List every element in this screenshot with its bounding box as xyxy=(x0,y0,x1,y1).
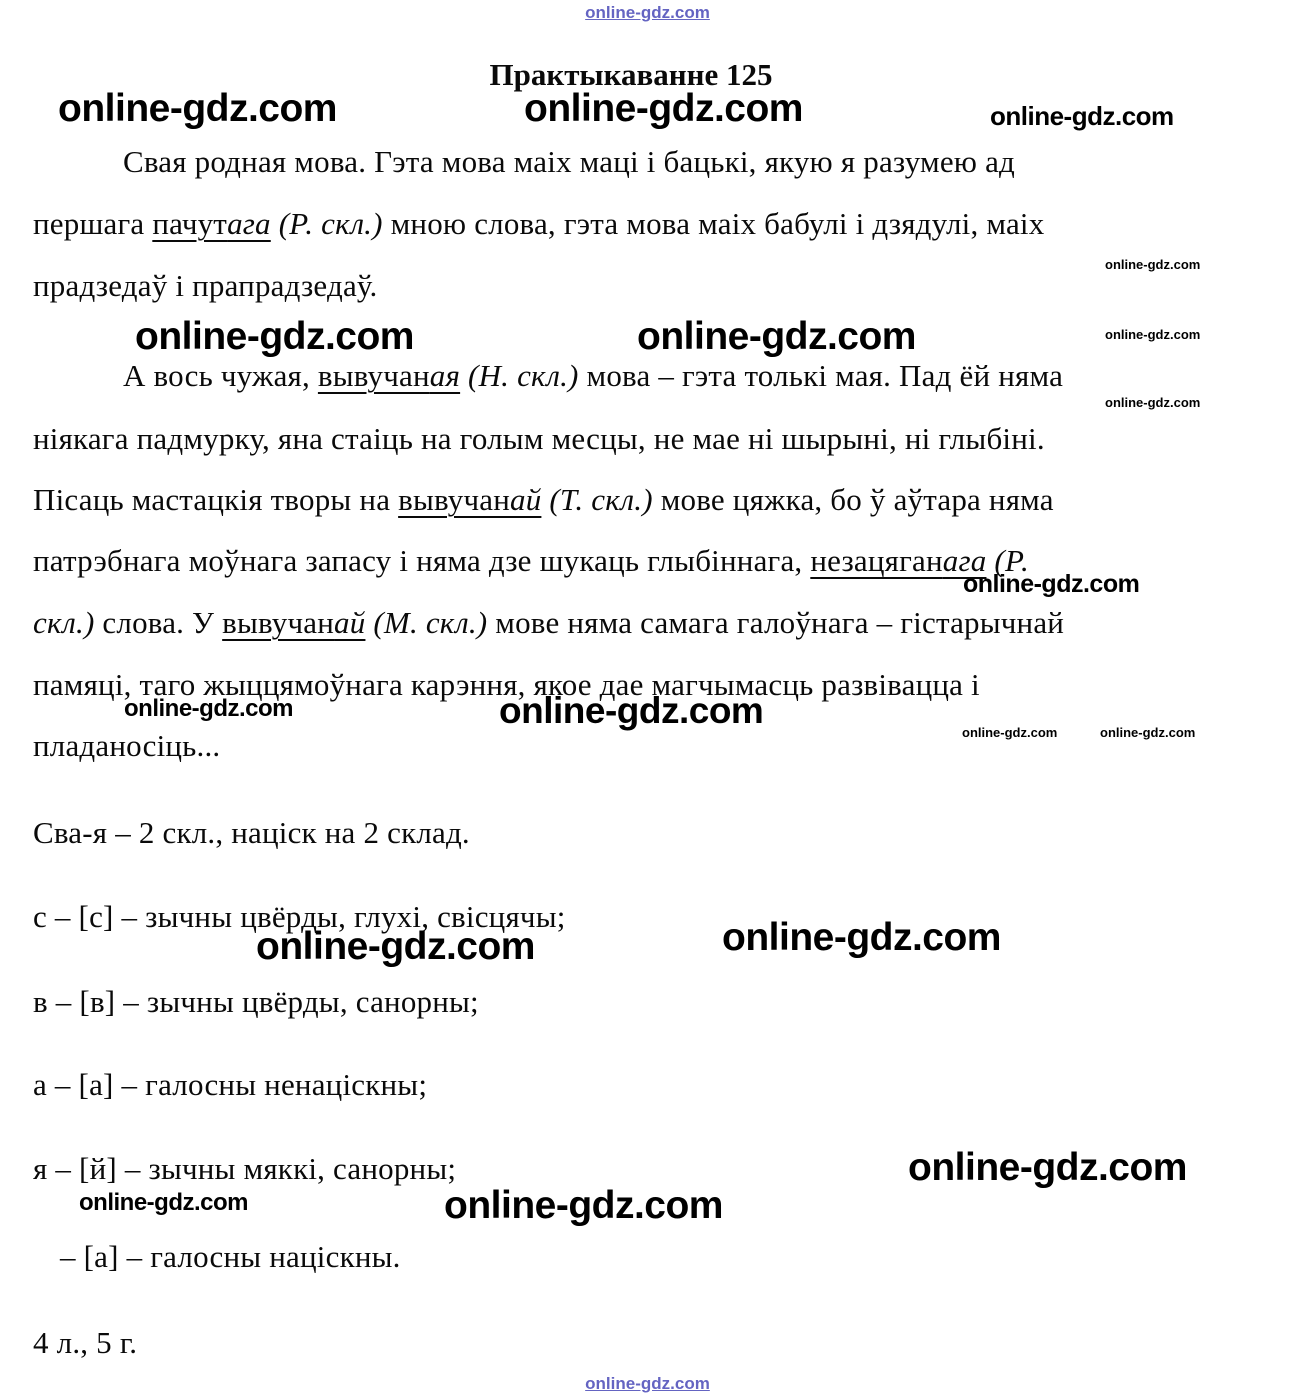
analysis-sound-a1: а – [а] – галосны ненаціскны; xyxy=(33,1067,428,1102)
underlined-word xyxy=(152,206,270,241)
case-note: скл.) xyxy=(33,605,95,640)
text-segment: А вось чужая, xyxy=(123,358,318,393)
word-ending-italic: ая xyxy=(429,358,461,393)
paragraph-2-line-4 xyxy=(33,543,1029,579)
word-ending-italic: ай xyxy=(510,482,542,517)
watermark-online-gdz: online-gdz.com xyxy=(444,1184,723,1227)
watermark-online-gdz: online-gdz.com xyxy=(58,87,337,130)
paragraph-2-line-2: ніякага падмурку, яна стаіць на голым месцы, не мае ні шырыні, ні глыбіні. xyxy=(33,421,1045,456)
text-segment: патрэбнага моўнага запасу і няма дзе шукаць глыбіннага, xyxy=(33,543,811,578)
paragraph-1-line-2 xyxy=(33,206,1044,242)
word-root: пачут xyxy=(152,206,228,241)
word-root: вывучан xyxy=(317,358,430,393)
word-ending-italic: ага xyxy=(942,543,987,578)
paragraph-2-line-1 xyxy=(123,358,1063,394)
case-note: (Т. скл.) xyxy=(541,482,661,517)
word-ending-italic: ай xyxy=(334,605,366,640)
underlined-word xyxy=(398,482,541,517)
paragraph-2-line-5 xyxy=(33,605,1064,641)
word-root: незацяган xyxy=(810,543,943,578)
analysis-sound-a2: – [а] – галосны націскны. xyxy=(60,1239,401,1274)
case-note: (Н. скл.) xyxy=(460,358,587,393)
text-segment: мове няма самага галоўнага – гістарычнай xyxy=(495,605,1065,640)
watermark-online-gdz-top: online-gdz.com xyxy=(585,3,710,22)
paragraph-1-line-3: прадзедаў і прапрадзедаў. xyxy=(33,268,378,303)
exercise-title: Практыкаванне 125 xyxy=(489,57,773,92)
text-segment: Пісаць мастацкія творы на xyxy=(33,482,399,517)
analysis-syllables: Сва-я – 2 скл., націск на 2 склад. xyxy=(33,815,470,850)
analysis-sound-ja: я – [й] – зычны мяккі, санорны; xyxy=(33,1151,457,1186)
watermark-online-gdz: online-gdz.com xyxy=(1105,395,1201,410)
text-segment: мова – гэта толькі мая. Пад ёй няма xyxy=(586,358,1064,393)
case-note: (М. скл.) xyxy=(365,605,496,640)
text-segment: мове цяжка, бо ў аўтара няма xyxy=(660,482,1054,517)
watermark-online-gdz: online-gdz.com xyxy=(962,725,1058,740)
paragraph-2-line-7: пладаносіць... xyxy=(33,728,221,763)
watermark-online-gdz: online-gdz.com xyxy=(637,315,916,358)
watermark-online-gdz-bottom: online-gdz.com xyxy=(585,1374,710,1393)
watermark-online-gdz: online-gdz.com xyxy=(722,916,1001,959)
paragraph-1-line-1: Свая родная мова. Гэта мова маіх маці і бацькі, якую я разумею ад xyxy=(123,144,1016,179)
underlined-word xyxy=(810,543,986,578)
word-root: вывучан xyxy=(398,482,510,517)
watermark-online-gdz: online-gdz.com xyxy=(990,101,1174,131)
analysis-sound-s: с – [с] – зычны цвёрды, глухі, свісцячы; xyxy=(33,899,566,934)
text-segment: слова. У xyxy=(94,605,223,640)
text-segment: мною слова, гэта мова маіх бабулі і дзядулі, маіх xyxy=(390,206,1045,241)
case-note: (Р. скл.) xyxy=(270,206,391,241)
watermark-online-gdz: online-gdz.com xyxy=(524,87,803,130)
watermark-online-gdz: online-gdz.com xyxy=(1105,327,1201,342)
paragraph-2-line-6: памяці, таго жыццямоўнага карэння, якое дае магчымасць развівацца і xyxy=(33,667,980,702)
watermark-online-gdz: online-gdz.com xyxy=(135,315,414,358)
underlined-word xyxy=(318,358,460,393)
word-ending-italic: ага xyxy=(227,206,271,241)
watermark-online-gdz: online-gdz.com xyxy=(963,570,1140,598)
watermark-online-gdz: online-gdz.com xyxy=(256,925,535,968)
paragraph-2-line-3 xyxy=(33,482,1054,518)
watermark-online-gdz: online-gdz.com xyxy=(1105,257,1201,272)
watermark-online-gdz: online-gdz.com xyxy=(908,1146,1187,1189)
watermark-online-gdz: online-gdz.com xyxy=(499,690,764,731)
analysis-sound-v: в – [в] – зычны цвёрды, санорны; xyxy=(33,984,479,1019)
analysis-totals: 4 л., 5 г. xyxy=(33,1325,138,1360)
text-segment: першага xyxy=(33,206,153,241)
watermark-online-gdz: online-gdz.com xyxy=(1100,725,1196,740)
watermark-online-gdz: online-gdz.com xyxy=(124,695,293,722)
word-root: вывучан xyxy=(222,605,335,640)
case-note: (Р. xyxy=(986,543,1029,578)
watermark-online-gdz: online-gdz.com xyxy=(79,1189,248,1216)
underlined-word xyxy=(222,605,365,640)
